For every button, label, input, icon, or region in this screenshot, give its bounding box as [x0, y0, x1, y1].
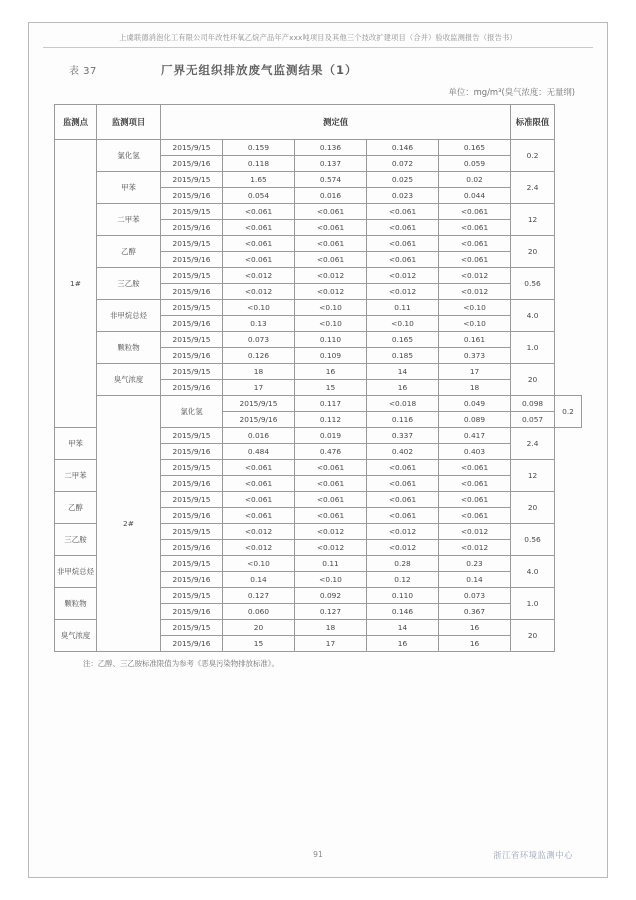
cell-date: 2015/9/16 — [161, 348, 223, 364]
cell-limit: 0.56 — [511, 268, 555, 300]
cell-value: 18 — [439, 380, 511, 396]
header-rule — [43, 47, 593, 48]
cell-date: 2015/9/15 — [161, 588, 223, 604]
cell-limit: 1.0 — [511, 588, 555, 620]
cell-value: 0.057 — [511, 412, 555, 428]
cell-value: <0.10 — [223, 300, 295, 316]
cell-date: 2015/9/16 — [161, 540, 223, 556]
cell-date: 2015/9/16 — [161, 572, 223, 588]
cell-value: <0.10 — [295, 300, 367, 316]
cell-item: 非甲烷总烃 — [97, 300, 161, 332]
table-number: 表 37 — [69, 66, 97, 77]
page-content — [39, 31, 597, 869]
cell-limit: 2.4 — [511, 172, 555, 204]
cell-limit: 20 — [511, 236, 555, 268]
cell-value: <0.012 — [367, 524, 439, 540]
table-header-row — [55, 105, 582, 140]
cell-value: 0.337 — [367, 428, 439, 444]
cell-date: 2015/9/16 — [161, 252, 223, 268]
col-item: 监测项目 — [97, 105, 161, 140]
cell-item: 氯化氢 — [97, 140, 161, 172]
cell-value: <0.061 — [295, 476, 367, 492]
cell-value: <0.061 — [439, 204, 511, 220]
cell-item: 甲苯 — [97, 172, 161, 204]
cell-value: 17 — [295, 636, 367, 652]
cell-value: <0.061 — [439, 220, 511, 236]
cell-value: <0.061 — [223, 220, 295, 236]
cell-value: 15 — [223, 636, 295, 652]
cell-value: <0.061 — [295, 236, 367, 252]
cell-date: 2015/9/15 — [161, 204, 223, 220]
cell-value: 0.059 — [439, 156, 511, 172]
cell-date: 2015/9/16 — [161, 188, 223, 204]
table-row — [55, 268, 582, 284]
table-title: 厂界无组织排放废气监测结果（1） — [161, 63, 358, 77]
cell-date: 2015/9/15 — [161, 140, 223, 156]
agency-stamp: 浙江省环境监测中心 — [493, 850, 573, 860]
cell-value: <0.061 — [295, 492, 367, 508]
cell-date: 2015/9/15 — [161, 428, 223, 444]
cell-item: 甲苯 — [55, 428, 97, 460]
cell-value: <0.061 — [367, 508, 439, 524]
cell-item: 颗粒物 — [55, 588, 97, 620]
cell-value: <0.012 — [367, 284, 439, 300]
cell-date: 2015/9/16 — [161, 604, 223, 620]
cell-value: 0.12 — [367, 572, 439, 588]
cell-value: <0.012 — [367, 540, 439, 556]
cell-item: 臭气浓度 — [97, 364, 161, 396]
cell-value: 0.367 — [439, 604, 511, 620]
cell-item: 三乙胺 — [97, 268, 161, 300]
cell-value: 0.016 — [295, 188, 367, 204]
cell-value: <0.061 — [223, 460, 295, 476]
cell-value: 0.23 — [439, 556, 511, 572]
cell-limit: 0.2 — [555, 396, 582, 428]
cell-value: 16 — [295, 364, 367, 380]
cell-value: 0.136 — [295, 140, 367, 156]
cell-limit: 0.2 — [511, 140, 555, 172]
cell-date: 2015/9/15 — [161, 492, 223, 508]
cell-value: 0.28 — [367, 556, 439, 572]
cell-value: <0.012 — [439, 540, 511, 556]
cell-value: 0.403 — [439, 444, 511, 460]
cell-value: 0.14 — [223, 572, 295, 588]
cell-value: 16 — [367, 636, 439, 652]
cell-limit: 4.0 — [511, 300, 555, 332]
cell-value: 0.11 — [367, 300, 439, 316]
cell-date: 2015/9/16 — [161, 476, 223, 492]
table-row — [55, 332, 582, 348]
table-row — [55, 300, 582, 316]
cell-value: 0.116 — [367, 412, 439, 428]
cell-value: 0.073 — [223, 332, 295, 348]
cell-limit: 12 — [511, 460, 555, 492]
table-note: 注：乙醇、三乙胺标准限值为参考《恶臭污染物排放标准》。 — [83, 659, 279, 668]
cell-value: <0.061 — [367, 204, 439, 220]
cell-value: <0.012 — [223, 284, 295, 300]
cell-value: 0.373 — [439, 348, 511, 364]
cell-limit: 12 — [511, 204, 555, 236]
cell-value: <0.012 — [367, 268, 439, 284]
cell-limit: 2.4 — [511, 428, 555, 460]
cell-value: <0.012 — [295, 284, 367, 300]
cell-value: 0.110 — [367, 588, 439, 604]
cell-value: 0.044 — [439, 188, 511, 204]
cell-value: <0.061 — [223, 236, 295, 252]
cell-value: <0.10 — [295, 316, 367, 332]
cell-value: 0.146 — [367, 140, 439, 156]
cell-item: 二甲苯 — [55, 460, 97, 492]
table-row — [55, 364, 582, 380]
cell-value: 0.110 — [295, 332, 367, 348]
cell-date: 2015/9/15 — [223, 396, 295, 412]
table-body — [55, 140, 582, 652]
cell-value: <0.012 — [223, 540, 295, 556]
cell-value: 18 — [223, 364, 295, 380]
cell-value: <0.061 — [223, 508, 295, 524]
cell-value: 0.025 — [367, 172, 439, 188]
cell-value: 0.073 — [439, 588, 511, 604]
cell-limit: 20 — [511, 492, 555, 524]
cell-value: 16 — [367, 380, 439, 396]
cell-value: 15 — [295, 380, 367, 396]
cell-limit: 1.0 — [511, 332, 555, 364]
cell-value: <0.061 — [439, 460, 511, 476]
cell-value: 0.161 — [439, 332, 511, 348]
cell-point: 2# — [97, 396, 161, 652]
cell-limit: 20 — [511, 364, 555, 396]
cell-item: 氯化氢 — [161, 396, 223, 428]
running-head: 上虞联德消泡化工有限公司年改性环氧乙烷产品年产xxx吨项目及其他三个技改扩建项目（合并）验收监测报告（报告书） — [119, 33, 517, 42]
cell-value: <0.10 — [223, 556, 295, 572]
cell-limit: 4.0 — [511, 556, 555, 588]
cell-value: 0.476 — [295, 444, 367, 460]
cell-value: 17 — [223, 380, 295, 396]
cell-date: 2015/9/16 — [161, 284, 223, 300]
cell-value: 0.060 — [223, 604, 295, 620]
cell-value: 0.054 — [223, 188, 295, 204]
cell-value: <0.061 — [439, 252, 511, 268]
cell-value: 0.127 — [223, 588, 295, 604]
cell-value: 20 — [223, 620, 295, 636]
cell-value: <0.10 — [439, 316, 511, 332]
cell-date: 2015/9/15 — [161, 300, 223, 316]
cell-item: 乙醇 — [97, 236, 161, 268]
cell-value: 0.127 — [295, 604, 367, 620]
page-number: 91 — [313, 850, 323, 859]
cell-value: <0.061 — [439, 236, 511, 252]
cell-value: 18 — [295, 620, 367, 636]
document-page — [28, 22, 608, 878]
cell-value: 14 — [367, 620, 439, 636]
cell-value: 17 — [439, 364, 511, 380]
cell-value: <0.061 — [439, 508, 511, 524]
table-row — [55, 172, 582, 188]
cell-value: 0.11 — [295, 556, 367, 572]
cell-value: <0.061 — [295, 204, 367, 220]
table-head — [55, 105, 582, 140]
cell-value: 0.109 — [295, 348, 367, 364]
cell-item: 三乙胺 — [55, 524, 97, 556]
cell-value: <0.061 — [367, 492, 439, 508]
cell-value: 1.65 — [223, 172, 295, 188]
cell-value: <0.061 — [367, 252, 439, 268]
cell-value: 0.159 — [223, 140, 295, 156]
cell-value: 0.14 — [439, 572, 511, 588]
cell-value: <0.012 — [439, 284, 511, 300]
cell-item: 非甲烷总烃 — [55, 556, 97, 588]
cell-date: 2015/9/16 — [161, 636, 223, 652]
cell-value: <0.012 — [295, 540, 367, 556]
cell-value: 0.417 — [439, 428, 511, 444]
cell-value: 0.13 — [223, 316, 295, 332]
cell-date: 2015/9/16 — [161, 220, 223, 236]
col-limit: 标准限值 — [511, 105, 555, 140]
cell-value: 0.484 — [223, 444, 295, 460]
cell-value: 0.402 — [367, 444, 439, 460]
table-title-row — [39, 62, 597, 78]
cell-date: 2015/9/16 — [161, 508, 223, 524]
col-point: 监测点 — [55, 105, 97, 140]
table-row — [55, 236, 582, 252]
cell-value: <0.061 — [223, 476, 295, 492]
cell-value: 0.049 — [439, 396, 511, 412]
cell-value: 0.02 — [439, 172, 511, 188]
cell-value: <0.061 — [367, 476, 439, 492]
cell-value: <0.012 — [295, 524, 367, 540]
cell-date: 2015/9/16 — [161, 316, 223, 332]
cell-value: 0.098 — [511, 396, 555, 412]
cell-value: <0.061 — [439, 492, 511, 508]
cell-value: <0.012 — [295, 268, 367, 284]
cell-date: 2015/9/15 — [161, 364, 223, 380]
cell-date: 2015/9/15 — [161, 556, 223, 572]
cell-value: 0.165 — [367, 332, 439, 348]
cell-value: <0.10 — [439, 300, 511, 316]
cell-value: 0.146 — [367, 604, 439, 620]
cell-date: 2015/9/15 — [161, 332, 223, 348]
cell-value: <0.012 — [439, 524, 511, 540]
cell-value: 0.092 — [295, 588, 367, 604]
cell-value: <0.061 — [223, 252, 295, 268]
table-row — [55, 204, 582, 220]
cell-date: 2015/9/16 — [161, 444, 223, 460]
cell-value: 0.137 — [295, 156, 367, 172]
cell-value: <0.012 — [439, 268, 511, 284]
cell-value: 16 — [439, 636, 511, 652]
cell-date: 2015/9/16 — [161, 156, 223, 172]
cell-date: 2015/9/16 — [223, 412, 295, 428]
cell-limit: 20 — [511, 620, 555, 652]
cell-value: 0.118 — [223, 156, 295, 172]
cell-value: <0.061 — [223, 204, 295, 220]
cell-item: 臭气浓度 — [55, 620, 97, 652]
cell-value: <0.061 — [439, 476, 511, 492]
cell-value: <0.061 — [295, 460, 367, 476]
cell-limit: 0.56 — [511, 524, 555, 556]
cell-item: 颗粒物 — [97, 332, 161, 364]
cell-value: 0.185 — [367, 348, 439, 364]
cell-value: 0.019 — [295, 428, 367, 444]
cell-date: 2015/9/15 — [161, 524, 223, 540]
cell-value: 0.112 — [295, 412, 367, 428]
cell-date: 2015/9/15 — [161, 268, 223, 284]
cell-value: 16 — [439, 620, 511, 636]
cell-value: <0.061 — [367, 460, 439, 476]
cell-value: <0.10 — [295, 572, 367, 588]
cell-value: <0.061 — [367, 236, 439, 252]
cell-point: 1# — [55, 140, 97, 428]
col-values: 测定值 — [161, 105, 511, 140]
cell-value: <0.012 — [223, 268, 295, 284]
cell-value: <0.061 — [367, 220, 439, 236]
cell-value: 0.089 — [439, 412, 511, 428]
cell-value: <0.018 — [367, 396, 439, 412]
cell-value: <0.061 — [223, 492, 295, 508]
cell-value: 0.023 — [367, 188, 439, 204]
cell-date: 2015/9/15 — [161, 236, 223, 252]
cell-date: 2015/9/15 — [161, 460, 223, 476]
cell-value: <0.061 — [295, 252, 367, 268]
unit-note: 单位：mg/m³(臭气浓度：无量纲) — [448, 87, 575, 97]
cell-value: 0.165 — [439, 140, 511, 156]
cell-value: <0.061 — [295, 508, 367, 524]
cell-value: 14 — [367, 364, 439, 380]
table-row — [55, 140, 582, 156]
cell-value: 0.072 — [367, 156, 439, 172]
cell-value: 0.117 — [295, 396, 367, 412]
cell-value: 0.016 — [223, 428, 295, 444]
cell-value: <0.10 — [367, 316, 439, 332]
cell-date: 2015/9/15 — [161, 620, 223, 636]
cell-value: <0.061 — [295, 220, 367, 236]
cell-value: 0.574 — [295, 172, 367, 188]
monitoring-results-table — [54, 104, 582, 652]
cell-item: 乙醇 — [55, 492, 97, 524]
table-row — [55, 396, 582, 412]
cell-item: 二甲苯 — [97, 204, 161, 236]
cell-date: 2015/9/15 — [161, 172, 223, 188]
cell-value: 0.126 — [223, 348, 295, 364]
cell-date: 2015/9/16 — [161, 380, 223, 396]
cell-value: <0.012 — [223, 524, 295, 540]
